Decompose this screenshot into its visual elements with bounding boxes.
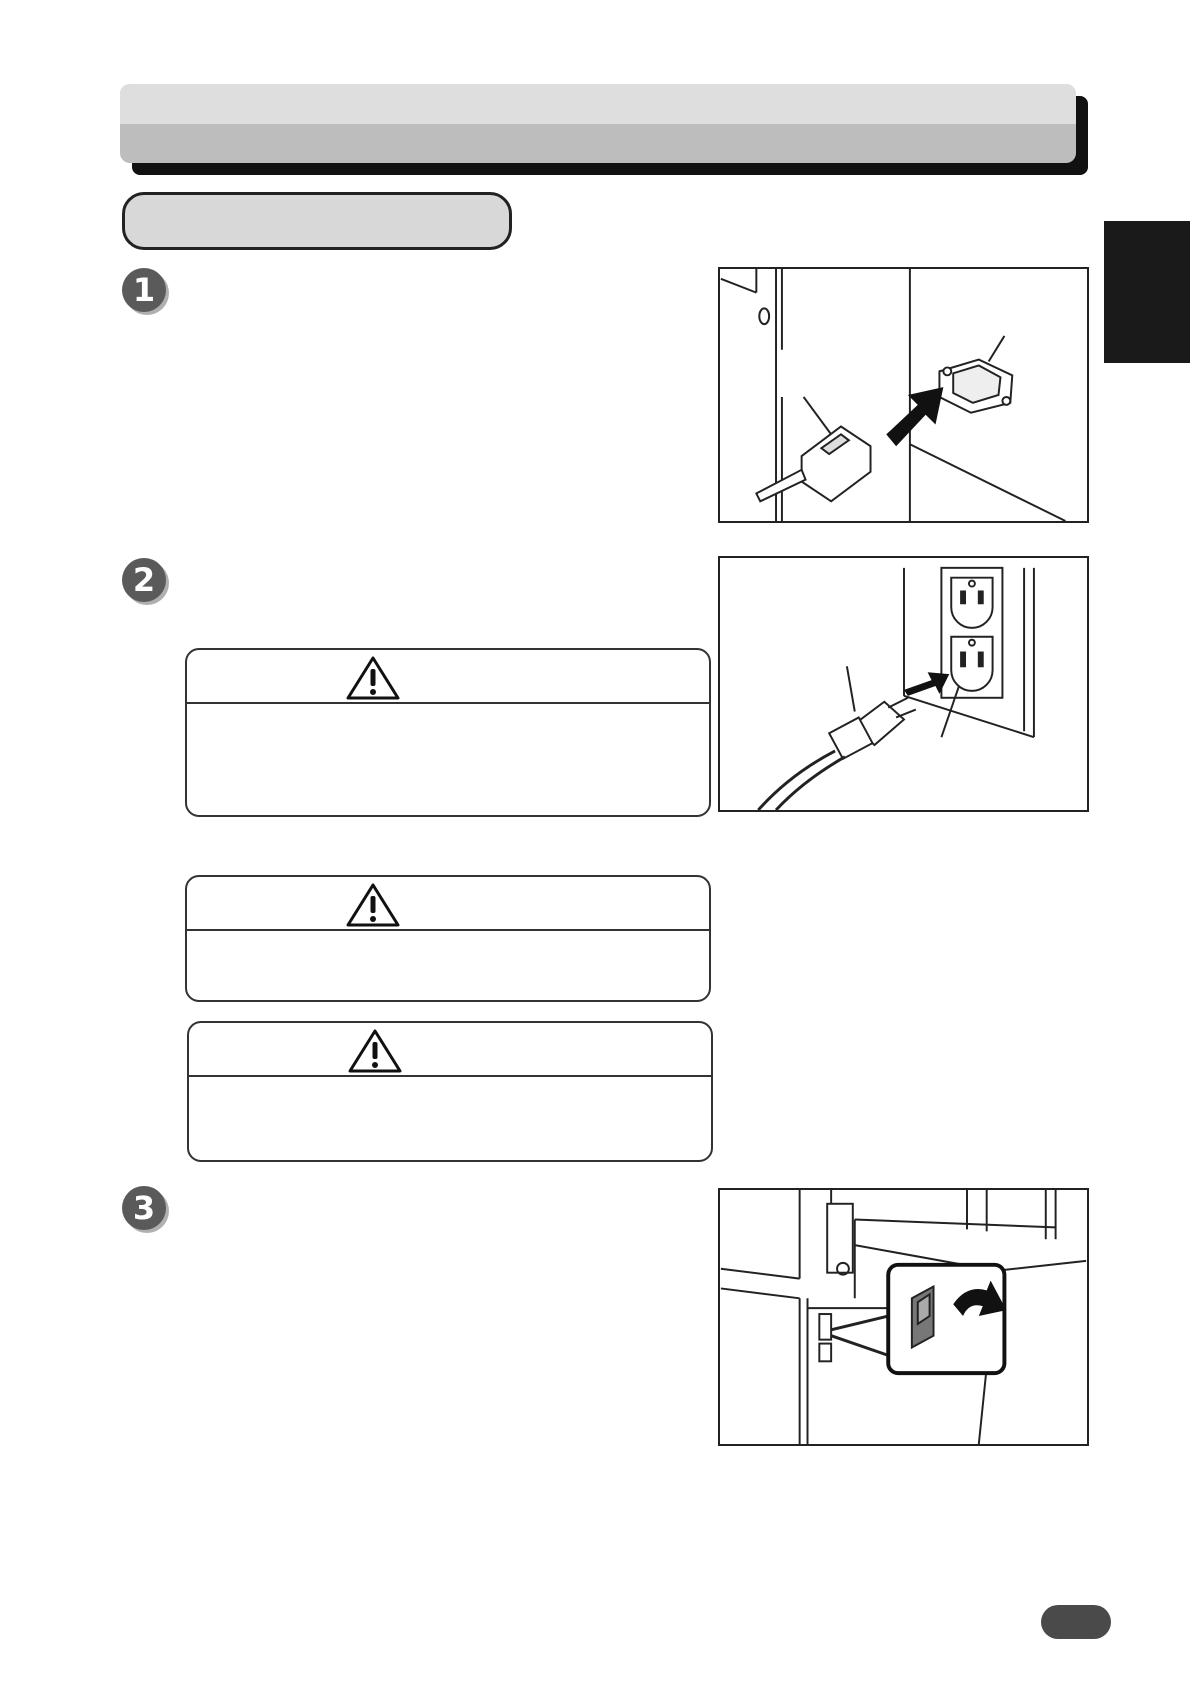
warning-box-3 — [187, 1021, 713, 1162]
page-number-badge — [1041, 1605, 1111, 1639]
section-heading — [122, 192, 512, 250]
plug-outlet-illustration — [720, 558, 1087, 810]
warning-box-2 — [185, 875, 711, 1002]
power-cord-inlet-illustration — [720, 269, 1087, 521]
step-3-circle: 3 — [122, 1186, 166, 1230]
figure-plug-outlet — [718, 556, 1089, 812]
chapter-title-bar — [120, 84, 1076, 163]
warning-box-1 — [185, 648, 711, 817]
chapter-side-tab — [1104, 221, 1190, 363]
warning-triangle-icon — [345, 654, 401, 702]
power-switch-illustration — [720, 1190, 1087, 1444]
warning-triangle-icon — [345, 881, 401, 929]
warning-triangle-icon — [347, 1027, 403, 1075]
step-1-circle: 1 — [122, 268, 166, 312]
figure-power-cord-inlet — [718, 267, 1089, 523]
step-2-circle: 2 — [122, 558, 166, 602]
figure-power-switch — [718, 1188, 1089, 1446]
